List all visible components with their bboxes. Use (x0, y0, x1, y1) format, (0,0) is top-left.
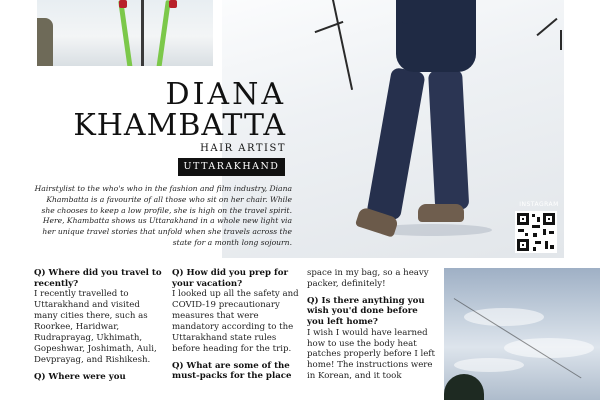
ski-pole (141, 0, 144, 66)
stand-arm (536, 18, 557, 36)
leg-left (366, 67, 426, 221)
ski-photo (37, 0, 213, 66)
answer: I recently travelled to Uttarakhand and visited many cities there, such as Roorkee, Haridwar, Rudraprayag, Ukhimath, Gopeshwar, Joshimath, Auli, Devprayag, and Rishikesh. (34, 289, 157, 365)
answer: I looked up all the safety and COVID-19 precautionary measures that were mandatory according to the Uttarakhand state rules before heading for the trip. (172, 289, 299, 354)
instagram-label: INSTAGRAM (519, 201, 559, 208)
qr-code-icon[interactable] (515, 211, 557, 253)
trekking-pole (332, 0, 353, 90)
column-3 (307, 268, 437, 388)
rock-shape (37, 18, 53, 66)
location-badge: UTTARAKHAND (178, 158, 285, 176)
column-2 (172, 268, 300, 382)
stand-leg (560, 30, 562, 50)
ski-right (156, 0, 171, 66)
name-last: KHAMBATTA (73, 108, 286, 143)
question: Q) Is there anything you wish you'd done before you left home? (307, 295, 425, 327)
column-1 (34, 268, 162, 382)
strap-right (169, 0, 177, 8)
question: Q) Where were you (34, 371, 126, 382)
strap-left (119, 0, 127, 8)
ski-left (118, 0, 133, 66)
role-title: HAIR ARTIST (200, 143, 286, 154)
leg-right (428, 69, 469, 211)
name-first: DIANA (165, 77, 286, 112)
sky-photo (444, 268, 600, 400)
question: Q) How did you prep for your vacation? (172, 268, 288, 289)
answer-continued: space in my bag, so a heavy packer, definitely! (307, 268, 429, 289)
arm (396, 0, 432, 24)
answer: I wish I would have learned how to use the body heat patches properly before I left home! The instructions were in Korean, and it took (307, 327, 435, 382)
question: Q) What are some of the must-packs for the place (172, 360, 292, 382)
intro-paragraph: Hairstylist to the who's who in the fashion and film industry, Diana Khambatta is a favourite of all those who sit on her chair. While she chooses to keep a low profile, she is high on the travel spirit. Here, Khambatta shows us Uttarakhand in a whole new light via her unique travel stories that unfold when she travels across the state for a month long sojourn. (34, 184, 292, 247)
person-name (40, 77, 286, 143)
question: Q) Where did you travel to recently? (34, 268, 162, 289)
tree-silhouette (444, 374, 484, 400)
boot-right (418, 204, 464, 222)
